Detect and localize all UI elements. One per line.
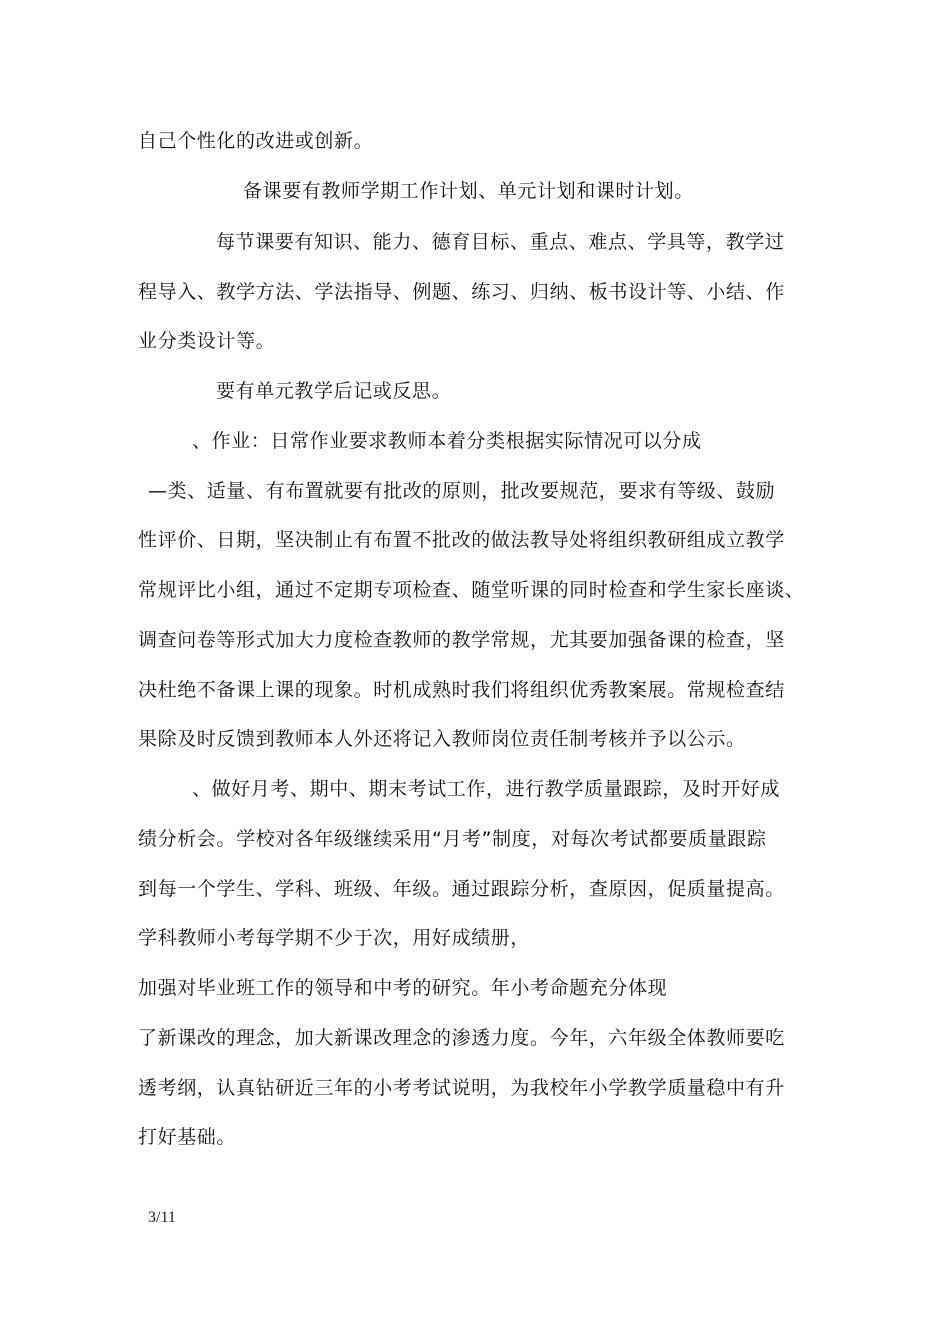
text-line: 透考纲，认真钻研近三年的小考考试说明，为我校年小学教学质量稳中有升	[138, 1077, 785, 1099]
text-line: 果除及时反馈到教师本人外还将记入教师岗位责任制考核并予以公示。	[138, 728, 746, 750]
text-line: 到每一个学生、学科、班级、年级。通过跟踪分析，查原因，促质量提高。	[138, 878, 785, 900]
text-line: 打好基础。	[138, 1126, 237, 1148]
text-line: 要有单元教学后记或反思。	[216, 380, 452, 402]
text-line: 学科教师小考每学期不少于次，用好成绩册，	[138, 927, 531, 949]
text-line: —类、适量、有布置就要有批改的原则，批改要规范，要求有等级、鼓励	[148, 480, 776, 502]
text-line: 备课要有教师学期工作计划、单元计划和课时计划。	[243, 180, 694, 202]
text-line: 每节课要有知识、能力、德育目标、重点、难点、学具等，教学过	[216, 231, 785, 253]
text-line: 自己个性化的改进或创新。	[138, 130, 374, 152]
text-line: 决杜绝不备课上课的现象。时机成熟时我们将组织优秀教案展。常规检查结	[138, 679, 785, 701]
text-line: 、作业：日常作业要求教师本着分类根据实际情况可以分成	[192, 430, 702, 452]
text-line: 、做好月考、期中、期末考试工作，进行教学质量跟踪，及时开好成	[192, 778, 781, 800]
page-number: 3/11	[148, 1209, 176, 1226]
text-line: 调查问卷等形式加大力度检查教师的教学常规，尤其要加强备课的检查，坚	[138, 629, 785, 651]
text-line: 业分类设计等。	[138, 330, 276, 352]
text-line: 常规评比小组，通过不定期专项检查、随堂听课的同时检查和学生家长座谈、	[138, 579, 805, 601]
text-line: 绩分析会。学校对各年级继续采用“月考”制度，对每次考试都要质量跟踪	[138, 828, 767, 850]
text-line: 了新课改的理念，加大新课改理念的渗透力度。今年，六年级全体教师要吃	[138, 1027, 785, 1049]
text-line: 程导入、教学方法、学法指导、例题、练习、归纳、板书设计等、小结、作	[138, 281, 785, 303]
text-line: 加强对毕业班工作的领导和中考的研究。年小考命题充分体现	[138, 977, 668, 999]
text-line: 性评价、日期，坚决制止有布置不批改的做法教导处将组织教研组成立教学	[138, 529, 785, 551]
